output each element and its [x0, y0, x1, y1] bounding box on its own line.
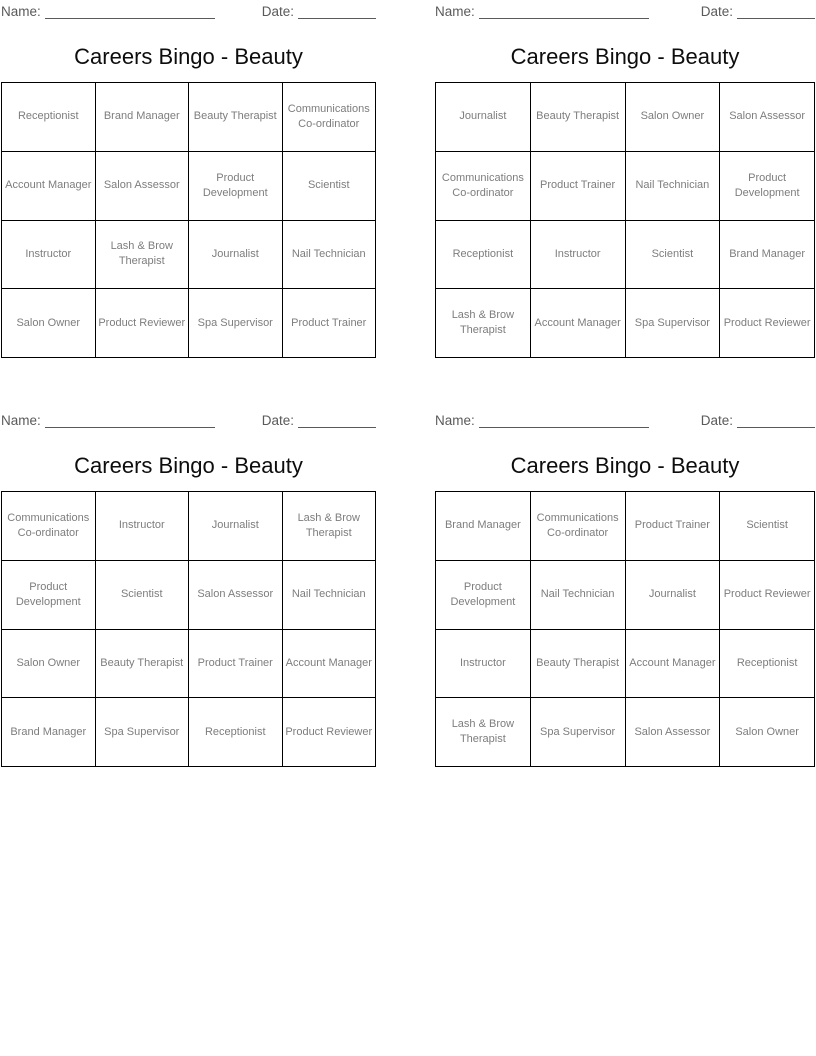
bingo-cell: Product Development: [2, 560, 96, 629]
table-row: [2, 289, 376, 358]
bingo-cell: Instructor: [95, 492, 189, 561]
card-1-header: [1, 2, 376, 19]
bingo-cell: Salon Owner: [2, 629, 96, 698]
bingo-cell: Nail Technician: [282, 560, 376, 629]
table-row: [2, 220, 376, 289]
bingo-cell: Brand Manager: [95, 83, 189, 152]
table-row: [2, 492, 376, 561]
bingo-cell: Account Manager: [530, 289, 625, 358]
bingo-cell: Spa Supervisor: [625, 289, 720, 358]
date-line: [737, 425, 815, 428]
bingo-cell: Salon Assessor: [720, 83, 815, 152]
date-field: [701, 4, 815, 19]
bingo-cell: Product Development: [436, 560, 531, 629]
table-row: [436, 151, 815, 220]
bingo-cell: Receptionist: [2, 83, 96, 152]
table-row: [436, 560, 815, 629]
date-field: [701, 413, 815, 428]
name-field: [1, 413, 215, 428]
bingo-cell: Spa Supervisor: [530, 698, 625, 767]
bingo-cell: Product Trainer: [625, 492, 720, 561]
name-label: Name:: [1, 413, 41, 428]
bingo-cell: Brand Manager: [436, 492, 531, 561]
bingo-cell: Product Development: [720, 151, 815, 220]
table-row: [436, 220, 815, 289]
bingo-cell: Brand Manager: [720, 220, 815, 289]
bingo-cell: Beauty Therapist: [95, 629, 189, 698]
bingo-cell: Brand Manager: [2, 698, 96, 767]
table-row: [436, 83, 815, 152]
bingo-cell: Product Trainer: [282, 289, 376, 358]
bingo-cell: Instructor: [436, 629, 531, 698]
table-row: [436, 698, 815, 767]
bingo-cell: Instructor: [530, 220, 625, 289]
bingo-cell: Nail Technician: [282, 220, 376, 289]
bingo-cell: Product Reviewer: [720, 289, 815, 358]
date-label: Date:: [700, 413, 733, 428]
bingo-cell: Nail Technician: [530, 560, 625, 629]
bingo-cell: Salon Assessor: [625, 698, 720, 767]
table-row: [2, 151, 376, 220]
bingo-cell: Beauty Therapist: [530, 629, 625, 698]
bingo-cell: Scientist: [720, 492, 815, 561]
bingo-cell: Communications Co-ordinator: [2, 492, 96, 561]
date-field: [262, 413, 376, 428]
card-title: Careers Bingo - Beauty: [510, 453, 740, 478]
bingo-card-1: [1, 2, 376, 358]
bingo-cell: Product Reviewer: [282, 698, 376, 767]
table-row: [2, 83, 376, 152]
name-label: Name:: [1, 4, 41, 19]
card-title: Careers Bingo - Beauty: [510, 44, 740, 69]
bingo-cell: Salon Owner: [625, 83, 720, 152]
bingo-cell: Product Trainer: [189, 629, 283, 698]
bingo-cell: Journalist: [625, 560, 720, 629]
bingo-cell: Nail Technician: [625, 151, 720, 220]
bingo-card-3: [1, 411, 376, 767]
name-label: Name:: [435, 413, 475, 428]
bingo-cell: Account Manager: [625, 629, 720, 698]
bingo-cell: Account Manager: [282, 629, 376, 698]
bingo-cell: Journalist: [189, 492, 283, 561]
bingo-cell: Communications Co-ordinator: [530, 492, 625, 561]
bingo-cell: Salon Owner: [720, 698, 815, 767]
bingo-cell: Lash & Brow Therapist: [436, 289, 531, 358]
bingo-cell: Spa Supervisor: [95, 698, 189, 767]
date-label: Date:: [261, 413, 294, 428]
date-field: [262, 4, 376, 19]
bingo-cell: Salon Owner: [2, 289, 96, 358]
date-label: Date:: [700, 4, 733, 19]
bingo-grid: [435, 82, 815, 358]
date-line: [298, 16, 376, 19]
name-field: [435, 413, 649, 428]
bingo-cell: Spa Supervisor: [189, 289, 283, 358]
bingo-cell: Lash & Brow Therapist: [95, 220, 189, 289]
name-line: [45, 16, 215, 19]
table-row: [436, 289, 815, 358]
table-row: [436, 492, 815, 561]
bingo-cell: Scientist: [95, 560, 189, 629]
bingo-card-4: [435, 411, 815, 767]
bingo-cell: Lash & Brow Therapist: [282, 492, 376, 561]
bingo-cell: Journalist: [189, 220, 283, 289]
name-line: [479, 16, 649, 19]
card-4-header: [435, 411, 815, 428]
bingo-cell: Account Manager: [2, 151, 96, 220]
bingo-cell: Product Trainer: [530, 151, 625, 220]
card-title: Careers Bingo - Beauty: [74, 44, 303, 69]
bingo-cell: Instructor: [2, 220, 96, 289]
bingo-cell: Product Development: [189, 151, 283, 220]
bingo-cell: Beauty Therapist: [530, 83, 625, 152]
bingo-cell: Receptionist: [436, 220, 531, 289]
bingo-cell: Communications Co-ordinator: [436, 151, 531, 220]
bingo-cell: Scientist: [625, 220, 720, 289]
card-2-header: [435, 2, 815, 19]
name-field: [1, 4, 215, 19]
table-row: [2, 698, 376, 767]
bingo-cell: Journalist: [436, 83, 531, 152]
bingo-grid: [1, 82, 376, 358]
bingo-cell: Salon Assessor: [189, 560, 283, 629]
bingo-card-2: [435, 2, 815, 358]
date-line: [298, 425, 376, 428]
card-title: Careers Bingo - Beauty: [74, 453, 303, 478]
table-row: [2, 629, 376, 698]
bingo-grid: [435, 491, 815, 767]
table-row: [436, 629, 815, 698]
bingo-cell: Lash & Brow Therapist: [436, 698, 531, 767]
name-label: Name:: [435, 4, 475, 19]
bingo-cell: Receptionist: [189, 698, 283, 767]
name-field: [435, 4, 649, 19]
bingo-cell: Beauty Therapist: [189, 83, 283, 152]
bingo-cell: Salon Assessor: [95, 151, 189, 220]
date-line: [737, 16, 815, 19]
bingo-grid: [1, 491, 376, 767]
table-row: [2, 560, 376, 629]
card-3-header: [1, 411, 376, 428]
bingo-cell: Scientist: [282, 151, 376, 220]
bingo-cell: Communications Co-ordinator: [282, 83, 376, 152]
name-line: [45, 425, 215, 428]
name-line: [479, 425, 649, 428]
bingo-cell: Product Reviewer: [95, 289, 189, 358]
bingo-cell: Receptionist: [720, 629, 815, 698]
date-label: Date:: [261, 4, 294, 19]
bingo-cell: Product Reviewer: [720, 560, 815, 629]
